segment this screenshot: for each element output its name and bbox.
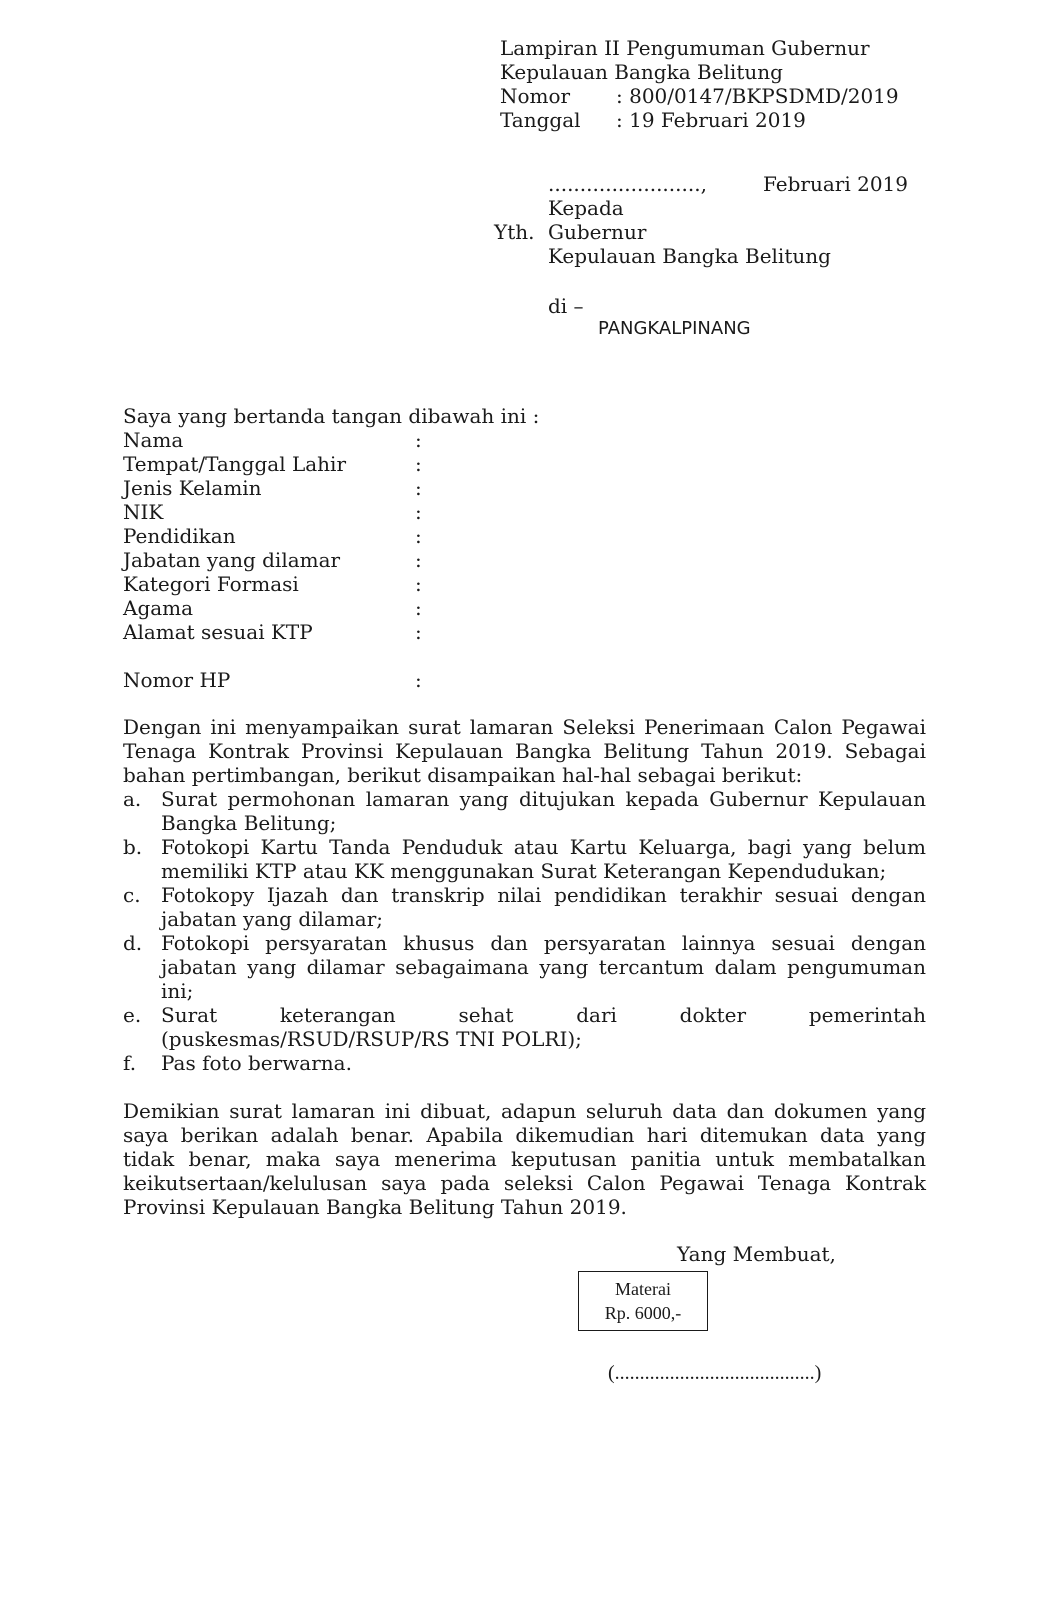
- field-colon: :: [415, 620, 422, 644]
- form-row-nomor-hp: [123, 668, 422, 692]
- field-colon: :: [415, 500, 422, 524]
- list-letter: b.: [123, 835, 143, 859]
- list-letter: e.: [123, 1003, 142, 1027]
- di-line: di –: [548, 294, 584, 318]
- field-colon: :: [415, 548, 422, 572]
- place-placeholder: ........................,: [548, 172, 707, 196]
- attachment-date: [500, 108, 899, 132]
- form-row-kategori: [123, 572, 422, 596]
- kepada-line: Kepada: [548, 196, 624, 220]
- list-item: [123, 787, 926, 835]
- signer-closing: Yang Membuat,: [677, 1242, 836, 1266]
- field-colon: :: [415, 452, 422, 476]
- form-row-ttl: [123, 452, 422, 476]
- recipient-name: Gubernur: [548, 220, 647, 244]
- field-label: Nomor HP: [123, 668, 231, 692]
- letter-month-year: Februari 2019: [763, 172, 908, 196]
- attachment-subtitle: Kepulauan Bangka Belitung: [500, 60, 783, 84]
- list-letter: f.: [123, 1051, 137, 1075]
- list-item: [123, 835, 926, 883]
- tanggal-value: : 19 Februari 2019: [616, 108, 806, 132]
- recipient-province: Kepulauan Bangka Belitung: [548, 244, 831, 268]
- requirements-list: [123, 787, 926, 1075]
- attachment-title: Lampiran II Pengumuman Gubernur: [500, 36, 870, 60]
- list-item: [123, 931, 926, 1003]
- form-row-pendidikan: [123, 524, 422, 548]
- list-item: [123, 1003, 926, 1051]
- recipient-address: [494, 196, 831, 268]
- signature-name-placeholder: (........................................): [608, 1362, 822, 1384]
- list-item: [123, 1051, 926, 1075]
- form-row-nik: [123, 500, 422, 524]
- attachment-header: [500, 36, 899, 132]
- field-label: Kategori Formasi: [123, 572, 299, 596]
- field-colon: :: [415, 572, 422, 596]
- form-row-alamat: [123, 620, 422, 644]
- field-label: Agama: [123, 596, 194, 620]
- list-letter: a.: [123, 787, 142, 811]
- field-label: Jenis Kelamin: [123, 476, 262, 500]
- application-paragraph: Dengan ini menyampaikan surat lamaran Seleksi Penerimaan Calon Pegawai Tenaga Kontrak Provinsi Kepulauan Bangka Belitung Tahun 2019. Sebagai bahan pertimbangan, berikut disampaikan hal-hal sebagai berikut:: [123, 715, 926, 787]
- form-intro: Saya yang bertanda tangan dibawah ini :: [123, 404, 540, 428]
- form-row-jenis-kelamin: [123, 476, 422, 500]
- attachment-number: [500, 84, 899, 108]
- field-label: Tempat/Tanggal Lahir: [123, 452, 347, 476]
- form-row-agama: [123, 596, 422, 620]
- field-colon: :: [415, 524, 422, 548]
- field-colon: :: [415, 668, 422, 692]
- form-row-jabatan: [123, 548, 422, 572]
- field-label: NIK: [123, 500, 164, 524]
- nomor-value: : 800/0147/BKPSDMD/2019: [616, 84, 899, 108]
- field-label: Jabatan yang dilamar: [123, 548, 341, 572]
- letter-date-line: [548, 172, 908, 196]
- tanggal-label: Tanggal: [500, 108, 581, 132]
- list-text: Pas foto berwarna.: [161, 1051, 352, 1075]
- list-text: Fotokopi Kartu Tanda Penduduk atau Kartu Keluarga, bagi yang belum memiliki KTP atau KK menggunakan Surat Keterangan Kependudukan;: [161, 835, 926, 883]
- field-label: Alamat sesuai KTP: [123, 620, 313, 644]
- form-row-nama: [123, 428, 422, 452]
- list-text: Fotokopi persyaratan khusus dan persyaratan lainnya sesuai dengan jabatan yang dilamar sebagaimana yang tercantum dalam pengumuman ini;: [161, 931, 926, 1003]
- materai-stamp-box: [578, 1271, 708, 1331]
- field-colon: :: [415, 476, 422, 500]
- nomor-label: Nomor: [500, 84, 571, 108]
- list-item: [123, 883, 926, 931]
- list-letter: d.: [123, 931, 143, 955]
- recipient-city: PANGKALPINANG: [598, 318, 751, 339]
- materai-label: Materai: [615, 1279, 671, 1299]
- field-colon: :: [415, 428, 422, 452]
- materai-amount: Rp. 6000,-: [604, 1303, 682, 1323]
- list-text: Surat permohonan lamaran yang ditujukan kepada Gubernur Kepulauan Bangka Belitung;: [161, 787, 926, 835]
- field-label: Pendidikan: [123, 524, 236, 548]
- closing-paragraph: Demikian surat lamaran ini dibuat, adapun seluruh data dan dokumen yang saya berikan adalah benar. Apabila dikemudian hari ditemukan data yang tidak benar, maka saya menerima keputusan panitia untuk membatalkan keikutsertaan/kelulusan saya pada seleksi Calon Pegawai Tenaga Kontrak Provinsi Kepulauan Bangka Belitung Tahun 2019.: [123, 1099, 926, 1219]
- recipient-line: [494, 220, 831, 244]
- field-colon: :: [415, 596, 422, 620]
- list-text: Surat keterangan sehat dari dokter pemerintah (puskesmas/RSUD/RSUP/RS TNI POLRI);: [161, 1003, 926, 1051]
- field-label: Nama: [123, 428, 184, 452]
- list-text: Fotokopy Ijazah dan transkrip nilai pendidikan terakhir sesuai dengan jabatan yang dilamar;: [161, 883, 926, 931]
- identity-form: [123, 428, 422, 692]
- list-letter: c.: [123, 883, 141, 907]
- yth-label: Yth.: [494, 220, 535, 244]
